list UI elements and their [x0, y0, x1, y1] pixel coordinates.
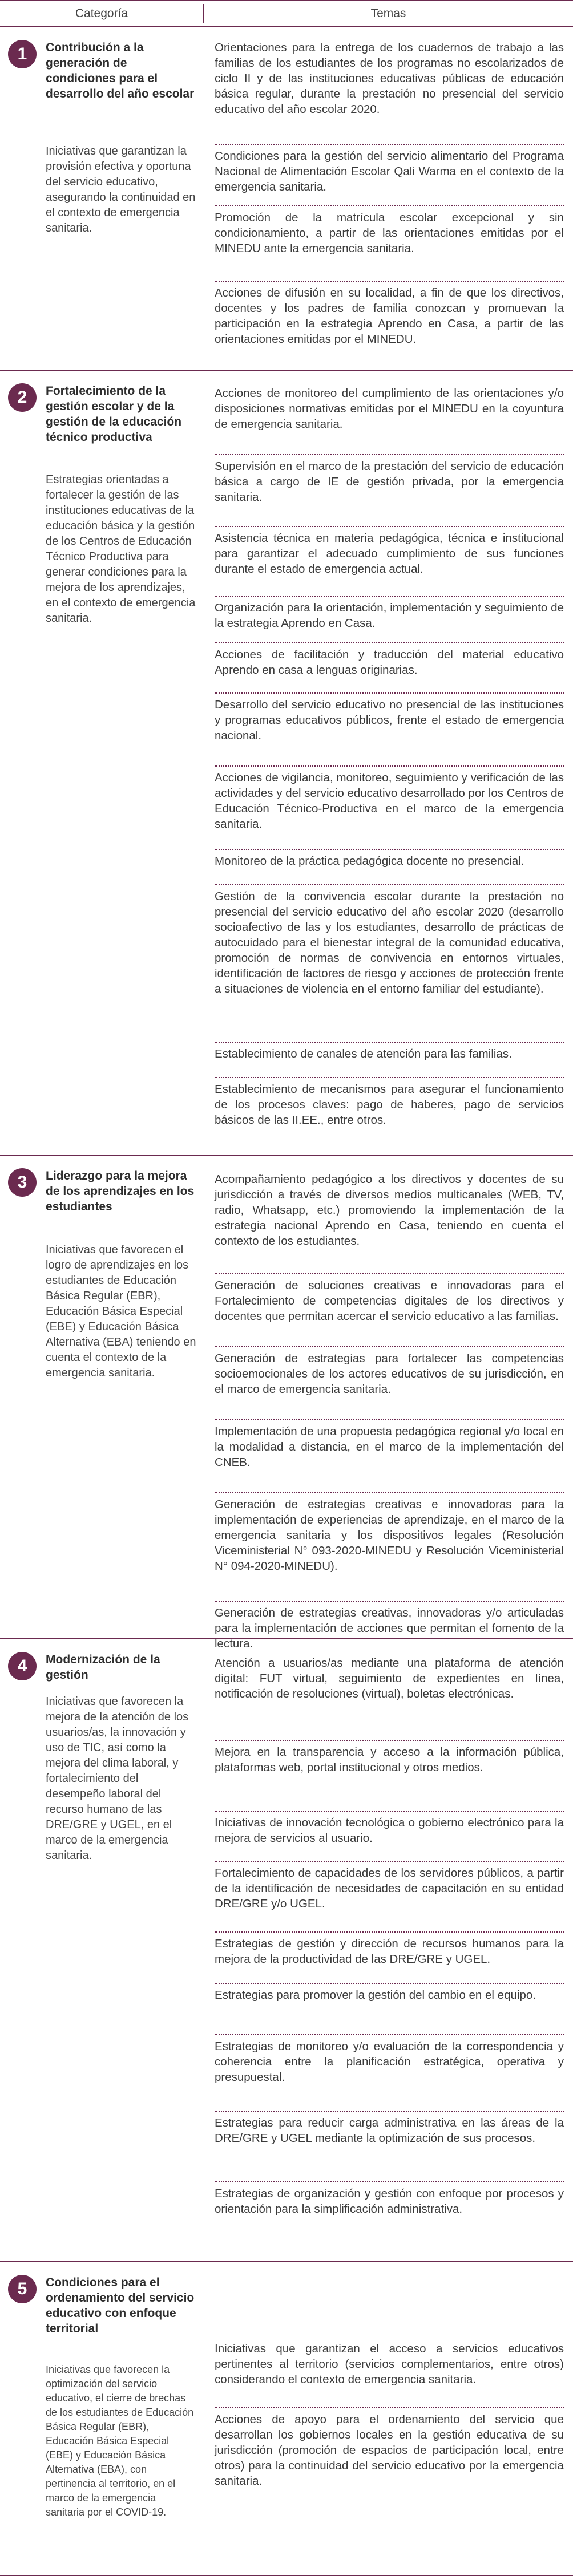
topic-item: Gestión de la convivencia escolar durante la prestación no presencial del servicio educativo del año escolar 2020 (desarrollo socioafectivo de las y los estudiantes, desarrollo de prácticas de autocuidado para el bienestar integral de la comunidad educativa, promoción de normas de convivencia en entornos virtuales, identificación de factores de riesgo y acciones de protección frente a situaciones de violencia en el entorno familiar del estudiante). — [215, 890, 564, 995]
topic-item: Promoción de la matrícula escolar excepcional y sin condicionamiento, a partir de las orientaciones emitidas por el MINEDU ante la emergencia sanitaria. — [215, 211, 564, 255]
topic-item: Atención a usuarios/as mediante una plataforma de atención digital: FUT virtual, seguimiento de expedientes en línea, notificación de resoluciones (virtual), boletas electrónicas. — [215, 1656, 564, 1700]
topic-item: Supervisión en el marco de la prestación del servicio de educación básica a cargo de IE de gestión privada, por la emergencia sanitaria. — [215, 460, 564, 504]
category-number-badge: 1 — [8, 40, 37, 68]
topic-item: Estrategias para promover la gestión del cambio en el equipo. — [215, 1987, 564, 2003]
topic-item: Iniciativas que garantizan el acceso a servicios educativos pertinentes al territorio (servicios complementarios, entre otros) considerando el contexto de emergencia sanitaria. — [215, 2342, 564, 2386]
category-cell — [0, 371, 203, 1155]
topics-cell — [215, 371, 564, 1155]
category-number-badge: 3 — [8, 1168, 37, 1197]
topic-item: Acciones de difusión en su localidad, a fin de que los directivos, docentes y los padres de familia conozcan y promuevan la participación en la estrategia Aprendo en Casa, a partir de las orientaciones emitidas por el MINEDU. — [215, 286, 564, 346]
category-description: Iniciativas que favorecen la mejora de la atención de los usuarios/as, la innovación y uso de TIC, así como la mejora del clima laboral, y fortalecimiento del desempeño laboral del recurso humano de las DRE/GRE y UGEL, en el marco de la emergencia sanitaria. — [46, 1695, 189, 1862]
topic-item: Establecimiento de canales de atención para las familias. — [215, 1046, 564, 1062]
topics-cell — [215, 1156, 564, 1650]
topic-item: Estrategias de gestión y dirección de recursos humanos para la mejora de la productividad de las DRE/GRE y UGEL. — [215, 1937, 564, 1966]
category-title: Liderazgo para la mejora de los aprendizajes en los estudiantes — [46, 1169, 195, 1213]
category-cell — [0, 1156, 203, 1638]
category-section-1 — [0, 27, 573, 371]
category-number-badge: 5 — [8, 2275, 37, 2303]
category-description: Iniciativas que garantizan la provisión efectiva y oportuna del servicio educativo, asegurando la continuidad en el contexto de emergencia sanitaria. — [46, 145, 196, 234]
topic-item: Acciones de monitoreo del cumplimiento de las orientaciones y/o disposiciones normativas emitidas por el MINEDU en la coyuntura de emergencia sanitaria. — [215, 387, 564, 431]
topic-item: Acciones de apoyo para el ordenamiento del servicio que desarrollan los gobiernos locales en la gestión educativa de su jurisdicción (promoción de espacios de participación local, entre otros) para la continuidad del servicio educativo por la emergencia sanitaria. — [215, 2413, 564, 2488]
category-number-badge: 2 — [8, 383, 37, 412]
topics-cell — [215, 1639, 564, 2261]
category-title: Modernización de la gestión — [46, 1653, 160, 1682]
category-section-2 — [0, 371, 573, 1156]
topic-item: Desarrollo del servicio educativo no presencial de las instituciones y programas educativos públicos, frente el estado de emergencia nacional. — [215, 698, 564, 742]
topic-item: Implementación de una propuesta pedagógica regional y/o local en la modalidad a distancia, en el marco de la implementación del CNEB. — [215, 1425, 564, 1469]
topic-item: Generación de estrategias para fortalecer las competencias socioemocionales de los actores educativos de su jurisdicción, en el marco de emergencia sanitaria. — [215, 1352, 564, 1396]
topics-cell — [215, 27, 564, 370]
category-title: Contribución a la generación de condiciones para el desarrollo del año escolar — [46, 41, 195, 100]
category-cell — [0, 27, 203, 370]
header-topics: Temas — [370, 7, 406, 20]
topic-item: Estrategias de organización y gestión con enfoque por procesos y orientación para la simplificación administrativa. — [215, 2187, 564, 2215]
topic-item: Generación de soluciones creativas e innovadoras para el Fortalecimiento de competencias digitales de los directivos y docentes que permitan acercar el servicio educativo a las familias. — [215, 1279, 564, 1323]
table-header — [0, 0, 573, 27]
category-title: Fortalecimiento de la gestión escolar y de la gestión de la educación técnico productiva — [46, 384, 182, 444]
category-section-5 — [0, 2262, 573, 2576]
topic-item: Iniciativas de innovación tecnológica o gobierno electrónico para la mejora de servicios al usuario. — [215, 1816, 564, 1845]
topic-item: Monitoreo de la práctica pedagógica docente no presencial. — [215, 853, 564, 869]
category-description: Iniciativas que favorecen la optimización del servicio educativo, el cierre de brechas de los estudiantes de Educación Básica Regular (EBR), Educación Básica Especial (EBE) y Educación Básica Alternativa (EBA), con pertinencia al territorio, en el marco de la emergencia sanitaria por el COVID-19. — [46, 2364, 194, 2518]
topic-item: Organización para la orientación, implementación y seguimiento de la estrategia Aprendo en Casa. — [215, 601, 564, 630]
header-category: Categoría — [75, 7, 128, 20]
topic-item: Acciones de vigilancia, monitoreo, seguimiento y verificación de las actividades y del servicio educativo desarrollado por los Centros de Educación Técnico-Productiva en el marco de la emergencia sanitaria. — [215, 771, 564, 831]
category-cell — [0, 1639, 203, 2261]
topic-item: Orientaciones para la entrega de los cuadernos de trabajo a las familias de los estudiantes de los programas no escolarizados de ciclo II y de las instituciones educativas públicas de educación básica regular, durante la prestación no presencial del servicio educativo del año escolar 2020. — [215, 41, 564, 116]
category-description: Estrategias orientadas a fortalecer la gestión de las instituciones educativas de la educación básica y la gestión de los Centros de Educación Técnico Productiva para generar condiciones para la mejora de los aprendizajes, en el contexto de emergencia sanitaria. — [46, 473, 196, 625]
topic-item: Estrategias de monitoreo y/o evaluación de la correspondencia y coherencia entre la planificación estratégica, operativa y presupuestal. — [215, 2040, 564, 2084]
topic-item: Estrategias para reducir carga administrativa en las áreas de la DRE/GRE y UGEL mediante la optimización de sus procesos. — [215, 2116, 564, 2145]
topic-item: Establecimiento de mecanismos para asegurar el funcionamiento de los procesos claves: pago de haberes, pago de servicios básicos de las II.EE., entre otros. — [215, 1083, 564, 1127]
topic-item: Mejora en la transparencia y acceso a la información pública, plataformas web, portal institucional y otros medios. — [215, 1745, 564, 1774]
category-description: Iniciativas que favorecen el logro de aprendizajes en los estudiantes de Educación Básica Regular (EBR), Educación Básica Especial (EBE) y Educación Básica Alternativa (EBA) teniendo en cuenta el contexto de la emergencia sanitaria. — [46, 1244, 196, 1379]
topic-item: Acompañamiento pedagógico a los directivos y docentes de su jurisdicción a través de diversos medios multicanales (WEB, TV, radio, Whatsapp, etc.) promoviendo la implementación de la estrategia nacional Aprendo en Casa, teniendo en cuenta el contexto de los estudiantes. — [215, 1173, 564, 1248]
category-title: Condiciones para el ordenamiento del servicio educativo con enfoque territorial — [46, 2276, 195, 2335]
category-section-4 — [0, 1639, 573, 2262]
topic-item: Generación de estrategias creativas, innovadoras y/o articuladas para la implementación de acciones que permitan el fomento de la lectura. — [215, 1606, 564, 1650]
topic-item: Acciones de facilitación y traducción del material educativo Aprendo en casa a lenguas originarias. — [215, 648, 564, 677]
category-section-3 — [0, 1156, 573, 1650]
topic-item: Generación de estrategias creativas e innovadoras para la implementación de experiencias de aprendizaje, en el marco de la emergencia sanitaria y los dispositivos legales (Resolución Viceministerial N° 093-2020-MINEDU y Resolución Viceministerial N° 094-2020-MINEDU). — [215, 1498, 564, 1573]
topics-cell — [215, 2262, 564, 2575]
category-number-badge: 4 — [8, 1652, 37, 1680]
topic-item: Condiciones para la gestión del servicio alimentario del Programa Nacional de Alimentación Escolar Qali Warma en el contexto de la emergencia sanitaria. — [215, 149, 564, 193]
topic-item: Fortalecimiento de capacidades de los servidores públicos, a partir de la identificación de necesidades de capacitación en su entidad DRE/GRE y/o UGEL. — [215, 1866, 564, 1910]
topic-item: Asistencia técnica en materia pedagógica, técnica e institucional para garantizar el adecuado cumplimiento de sus funciones durante el estado de emergencia actual. — [215, 532, 564, 576]
category-cell — [0, 2262, 203, 2575]
